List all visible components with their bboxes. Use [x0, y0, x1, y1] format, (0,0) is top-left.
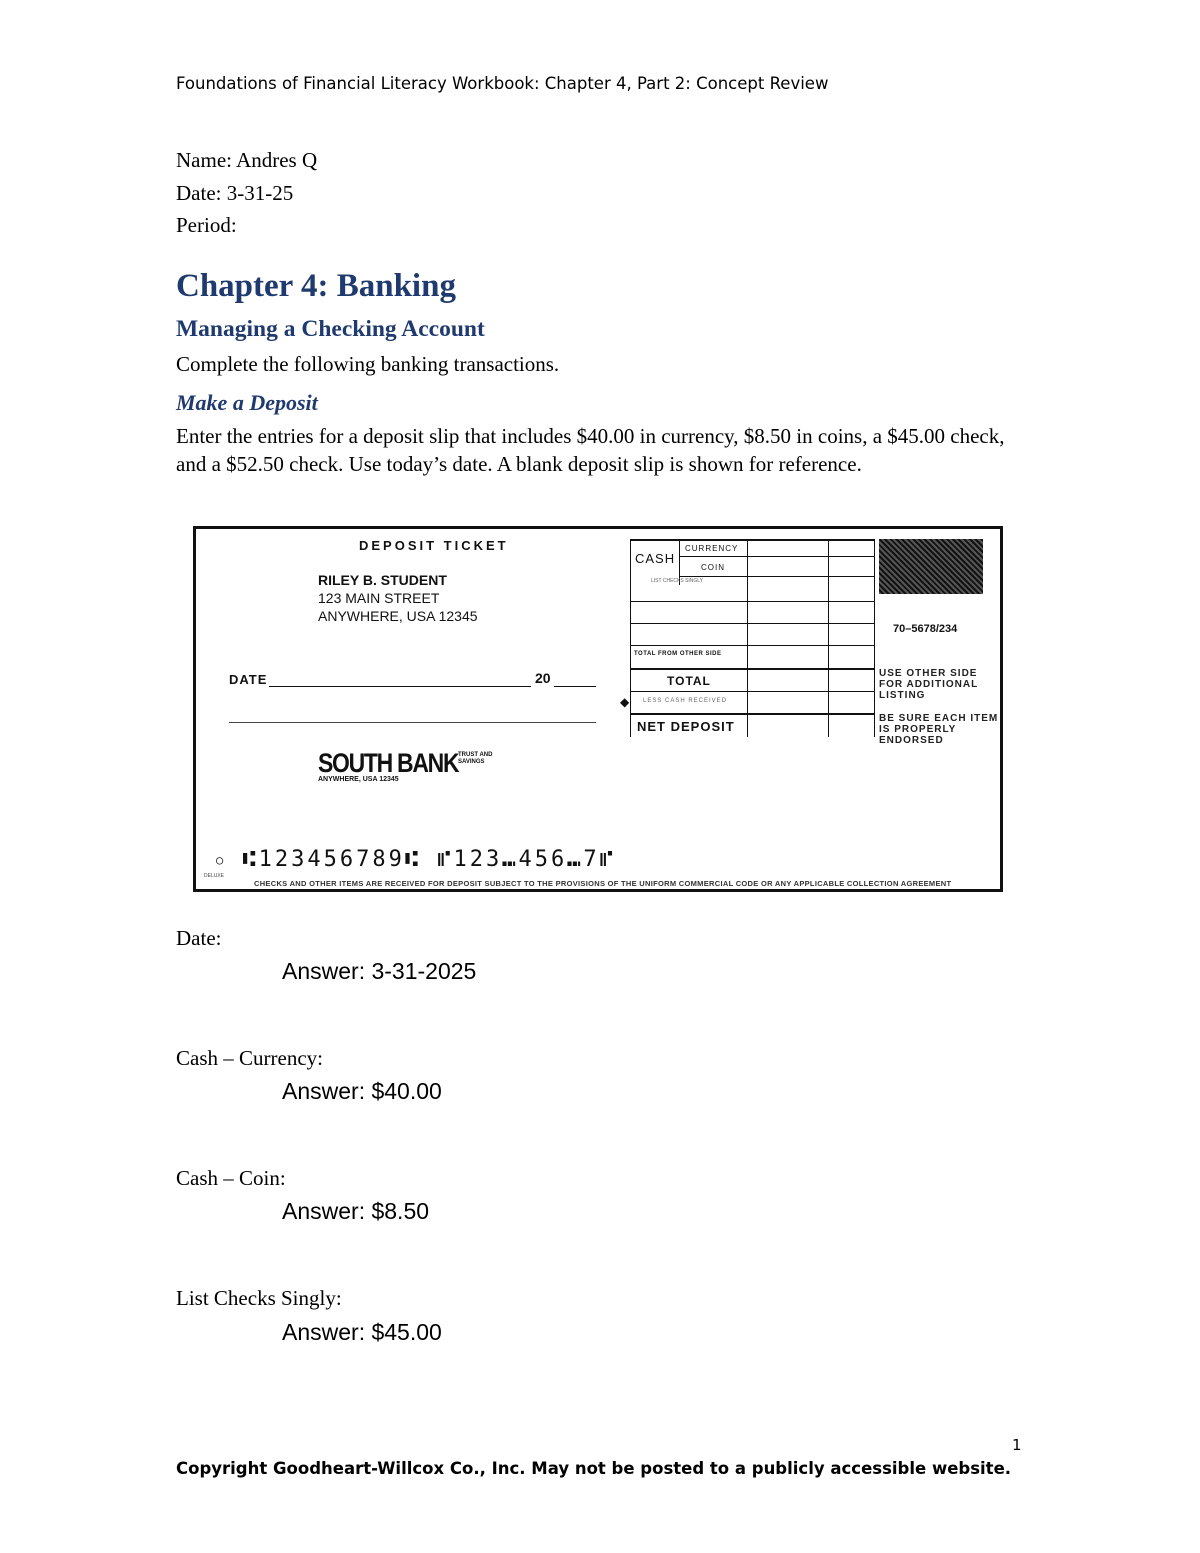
question-label: List Checks Singly:: [176, 1286, 342, 1310]
section-title: Managing a Checking Account: [176, 316, 485, 342]
fine-print: CHECKS AND OTHER ITEMS ARE RECEIVED FOR DEPOSIT SUBJECT TO THE PROVISIONS OF THE UNIFORM COMMERCIAL CODE OR ANY APPLICABLE COLLECTION AGREEMENT: [254, 879, 952, 888]
coin-label: COIN: [701, 563, 725, 572]
list-checks-label: LIST CHECKS SINGLY: [651, 578, 704, 584]
total-label: TOTAL: [667, 674, 711, 688]
bank-name: SOUTH BANK: [318, 748, 459, 778]
subsection-title: Make a Deposit: [176, 390, 318, 415]
micr-dot-icon: ○: [216, 853, 227, 867]
chapter-title: Chapter 4: Banking: [176, 268, 456, 304]
micr-line: [216, 847, 616, 872]
security-pattern: [879, 539, 983, 594]
ticket-address: [318, 571, 478, 625]
net-deposit-label: NET DEPOSIT: [637, 719, 735, 734]
ticket-date-line: [269, 686, 531, 687]
bank-subtitle: TRUST AND SAVINGS: [458, 752, 493, 765]
micr-digits: ⑆123456789⑆ ⑈123⑉456⑉7⑈: [242, 847, 616, 872]
answer-text: Answer: $8.50: [282, 1198, 430, 1224]
less-cash-label: LESS CASH RECEIVED: [643, 698, 728, 704]
bank-logo: [318, 748, 493, 783]
printer-mark: DELUXE: [204, 873, 225, 879]
bank-location: ANYWHERE, USA 12345: [318, 776, 399, 783]
page-number: 1: [1012, 1436, 1022, 1454]
ticket-title: DEPOSIT TICKET: [359, 538, 509, 553]
answer-text: Answer: $40.00: [282, 1078, 442, 1104]
student-info: [176, 144, 317, 242]
use-other-side-note: USE OTHER SIDE FOR ADDITIONAL LISTING: [879, 668, 978, 701]
routing-fraction: 70–5678/234: [893, 623, 958, 635]
account-city: ANYWHERE, USA 12345: [318, 608, 478, 624]
pointer-arrow-icon: ◆: [620, 695, 630, 709]
cash-label: CASH: [635, 551, 676, 566]
endorse-note: BE SURE EACH ITEM IS PROPERLY ENDORSED: [879, 713, 999, 746]
currency-label: CURRENCY: [685, 544, 739, 553]
question-label: Cash – Currency:: [176, 1046, 323, 1070]
ticket-year-prefix: 20: [535, 670, 551, 686]
running-header: Foundations of Financial Literacy Workbook: Chapter 4, Part 2: Concept Review: [176, 74, 829, 93]
student-date: Date: 3-31-25: [176, 180, 294, 205]
answer-text: Answer: 3-31-2025: [282, 958, 477, 984]
account-name: RILEY B. STUDENT: [318, 572, 447, 588]
instructions: Enter the entries for a deposit slip that includes $40.00 in currency, $8.50 in coins, a $45.00 check, and a $52.50 check. Use today’s date. A blank deposit slip is shown for reference.: [176, 424, 1005, 476]
ticket-year-line: [554, 686, 596, 687]
copyright-footer: Copyright Goodheart-Willcox Co., Inc. May not be posted to a publicly accessible website.: [176, 1459, 1012, 1478]
student-name: Name: Andres Q: [176, 148, 318, 172]
student-period: Period:: [176, 213, 237, 237]
deposit-ticket-image: [193, 526, 1003, 892]
question-label: Date:: [176, 926, 222, 950]
account-street: 123 MAIN STREET: [318, 590, 440, 606]
amount-grid: [630, 539, 875, 737]
question-label: Cash – Coin:: [176, 1166, 286, 1190]
total-other-side-label: TOTAL FROM OTHER SIDE: [634, 651, 722, 657]
section-intro: Complete the following banking transactions.: [176, 352, 560, 376]
answer-text: Answer: $45.00: [282, 1319, 442, 1345]
ticket-signature-line: [229, 722, 596, 723]
ticket-date-label: DATE: [229, 672, 268, 687]
